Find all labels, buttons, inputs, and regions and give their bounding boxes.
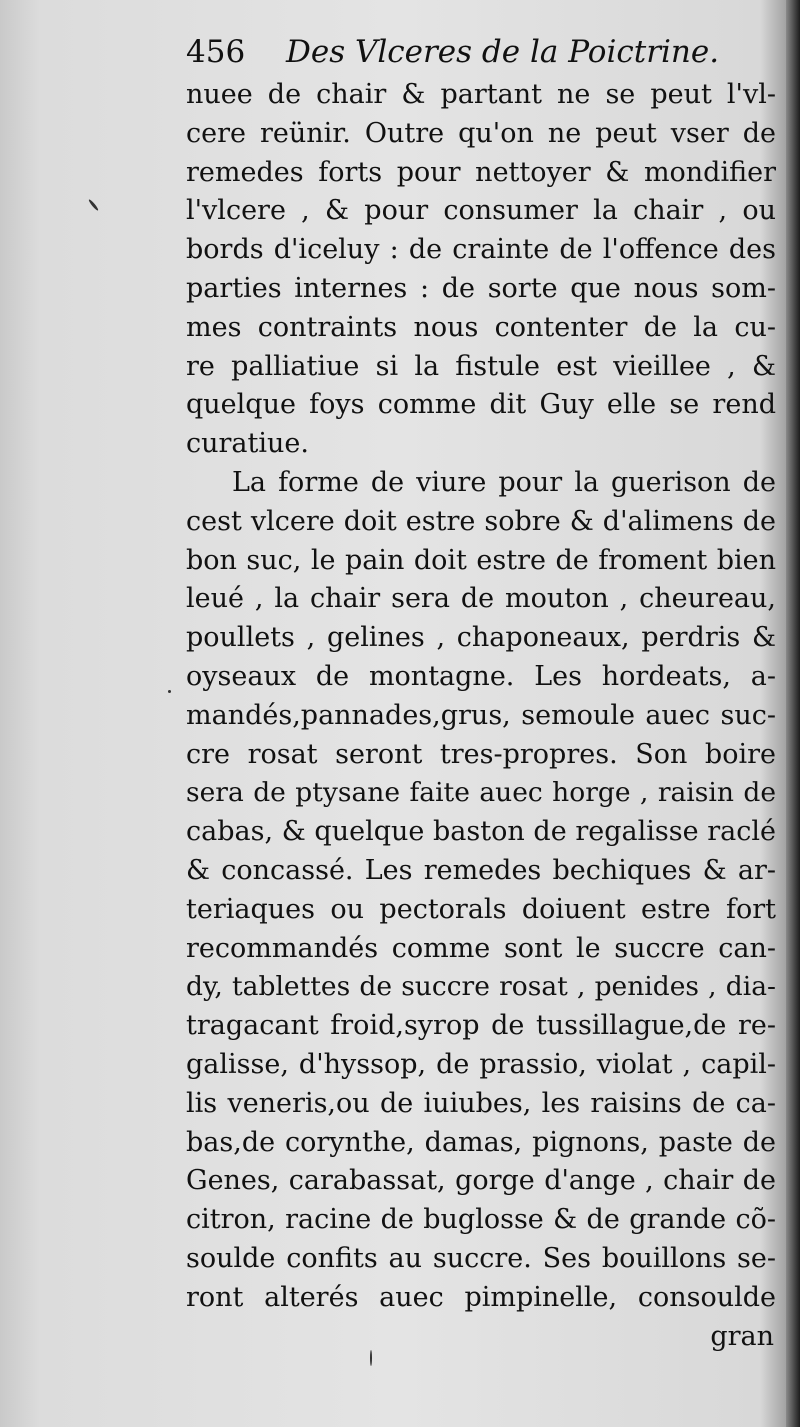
text-line: mandés,pannades,grus, semoule auec suc-: [186, 699, 776, 731]
text-line: leué , la chair sera de mouton , cheureau,: [186, 583, 776, 615]
book-page: [186, 28, 776, 1356]
text-line: remedes forts pour nettoyer & mondifier: [186, 156, 776, 188]
ink-speck: [370, 1350, 372, 1366]
text-line: bords d'iceluy : de crainte de l'offence des: [186, 234, 776, 266]
text-line: teriaques ou pectorals doiuent estre fort: [186, 893, 776, 925]
text-line: bas,de corynthe, damas, pignons, paste de: [186, 1126, 776, 1158]
running-title: Des Vlceres de la Poictrine.: [286, 34, 720, 70]
text-line: bon suc, le pain doit estre de froment bien: [186, 544, 776, 576]
text-line: tragacant froid,syrop de tussillague,de re-: [186, 1010, 776, 1042]
text-line: soulde confits au succre. Ses bouillons se-: [186, 1242, 776, 1274]
book-gutter-shadow: [786, 0, 800, 1427]
text-line: nuee de chair & partant ne se peut l'vl-: [186, 79, 776, 110]
paragraph-2: [186, 464, 776, 1318]
ink-speck: [168, 690, 171, 693]
text-line: dy, tablettes de succre rosat , penides , dia-: [186, 971, 776, 1003]
paragraph-1: [186, 76, 776, 464]
text-line: oyseaux de montagne. Les hordeats, a-: [186, 660, 776, 692]
text-line: quelque foys comme dit Guy elle se rend: [186, 389, 776, 421]
text-line: curatiue.: [186, 428, 309, 460]
text-line: Genes, carabassat, gorge d'ange , chair de: [186, 1165, 776, 1197]
text-line: lis veneris,ou de iuiubes, les raisins de ca-: [186, 1087, 776, 1119]
text-line: galisse, d'hyssop, de prassio, violat , capil-: [186, 1048, 776, 1080]
page-header: [186, 28, 776, 76]
text-line: sera de ptysane faite auec horge , raisin de: [186, 777, 776, 809]
text-line: citron, racine de buglosse & de grande cõ-: [186, 1204, 776, 1236]
text-line: cere reünir. Outre qu'on ne peut vser de: [186, 117, 776, 149]
text-line: mes contraints nous contenter de la cu-: [186, 311, 776, 343]
text-line: cre rosat seront tres-propres. Son boire: [186, 738, 776, 770]
text-line: ront alterés auec pimpinelle, consoulde: [186, 1281, 776, 1313]
catchword: gran: [710, 1320, 774, 1352]
text-line: poullets , gelines , chaponeaux, perdris &: [186, 622, 776, 654]
text-line: l'vlcere , & pour consumer la chair , ou: [186, 195, 776, 227]
text-line: cest vlcere doit estre sobre & d'alimens de: [186, 505, 776, 537]
text-line: recommandés comme sont le succre can-: [186, 932, 776, 964]
page-number: 456: [186, 34, 246, 70]
text-line: parties internes : de sorte que nous som-: [186, 272, 776, 304]
text-line: re palliatiue si la fistule est vieillee , &: [186, 350, 776, 382]
body-text: [186, 76, 776, 1356]
text-line: cabas, & quelque baston de regalisse raclé: [186, 816, 776, 848]
text-line: & concassé. Les remedes bechiques & ar-: [186, 854, 776, 886]
text-line: La forme de viure pour la guerison de: [232, 466, 776, 498]
